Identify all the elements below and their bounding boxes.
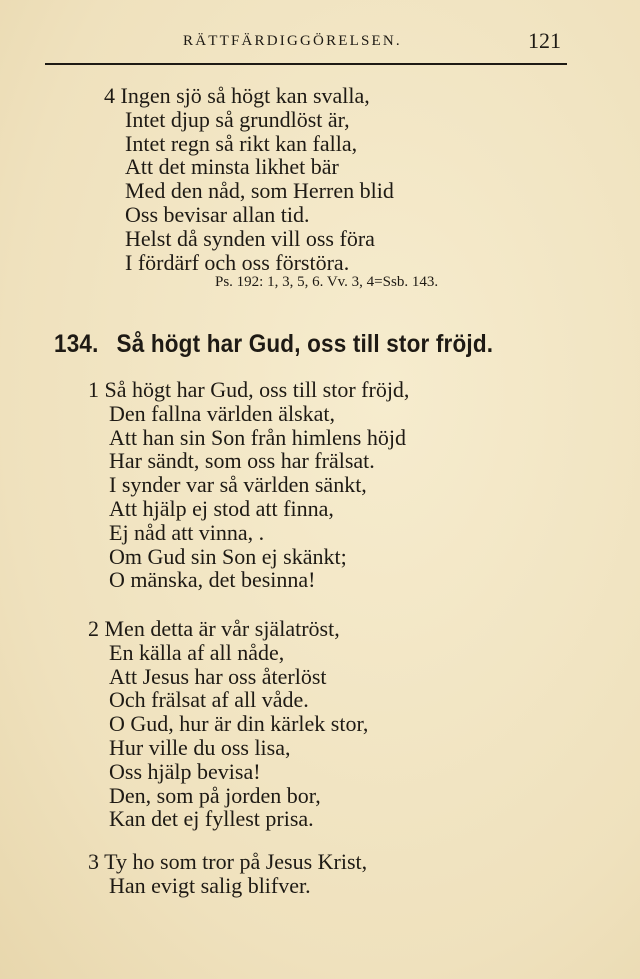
stanza-line: En källa af all nåde, xyxy=(109,639,285,665)
stanza-line: O Gud, hur är din kärlek stor, xyxy=(109,711,369,737)
hymn-title-text: Så högt har Gud, oss till stor fröjd. xyxy=(116,330,494,358)
stanza-number: 1 xyxy=(88,377,99,402)
stanza-line: Att det minsta likhet bär xyxy=(125,154,339,180)
stanza-line: O mänska, det besinna! xyxy=(109,567,316,593)
stanza-prev-4 xyxy=(104,84,394,274)
stanza-line: I synder var så världen sänkt, xyxy=(109,472,367,498)
stanza-line: Kan det ej fyllest prisa. xyxy=(109,806,314,832)
stanza-line: Den, som på jorden bor, xyxy=(109,782,321,808)
stanza-line: Intet djup så grundlöst är, xyxy=(125,106,350,132)
header-rule xyxy=(45,63,567,65)
stanza-line: Så högt har Gud, oss till stor fröjd, xyxy=(104,377,410,402)
stanza-line: Oss hjälp bevisa! xyxy=(109,758,261,784)
stanza-line: Hur ville du oss lisa, xyxy=(109,734,291,760)
stanza-2 xyxy=(88,617,368,831)
stanza-line: Ty ho som tror på Jesus Krist, xyxy=(104,849,368,874)
stanza-line: Att hjälp ej stod att finna, xyxy=(109,495,334,521)
stanza-number: 2 xyxy=(88,616,99,641)
stanza-number: 4 xyxy=(104,83,115,108)
stanza-line: Och frälsat af all våde. xyxy=(109,687,309,713)
stanza-line: Ej nåd att vinna, . xyxy=(109,519,265,545)
stanza-line: Den fallna världen älskat, xyxy=(109,400,336,426)
stanza-1 xyxy=(88,378,409,592)
stanza-number: 3 xyxy=(88,849,99,874)
stanza-line: Helst då synden vill oss föra xyxy=(125,225,375,251)
scripture-reference: Ps. 192: 1, 3, 5, 6. Vv. 3, 4=Ssb. 143. xyxy=(215,274,439,290)
stanza-line: Med den nåd, som Herren blid xyxy=(125,178,394,204)
hymn-number: 134. xyxy=(54,330,99,358)
stanza-line: Har sändt, som oss har frälsat. xyxy=(109,448,375,474)
stanza-line: Att Jesus har oss återlöst xyxy=(109,663,327,689)
stanza-line: Att han sin Son från himlens höjd xyxy=(109,424,406,450)
stanza-line: I fördärf och oss förstöra. xyxy=(125,249,350,275)
stanza-line: Han evigt salig blifver. xyxy=(109,872,311,898)
stanza-line: Oss bevisar allan tid. xyxy=(125,201,310,227)
stanza-line: Intet regn så rikt kan falla, xyxy=(125,130,358,156)
stanza-line: Men detta är vår själatröst, xyxy=(104,616,340,641)
page-number: 121 xyxy=(528,28,561,53)
stanza-line: Ingen sjö så högt kan svalla, xyxy=(120,83,370,108)
stanza-3 xyxy=(88,850,367,898)
stanza-line: Om Gud sin Son ej skänkt; xyxy=(109,543,347,569)
hymn-title xyxy=(54,330,493,359)
running-head: RÄTTFÄRDIGGÖRELSEN. xyxy=(183,33,402,49)
